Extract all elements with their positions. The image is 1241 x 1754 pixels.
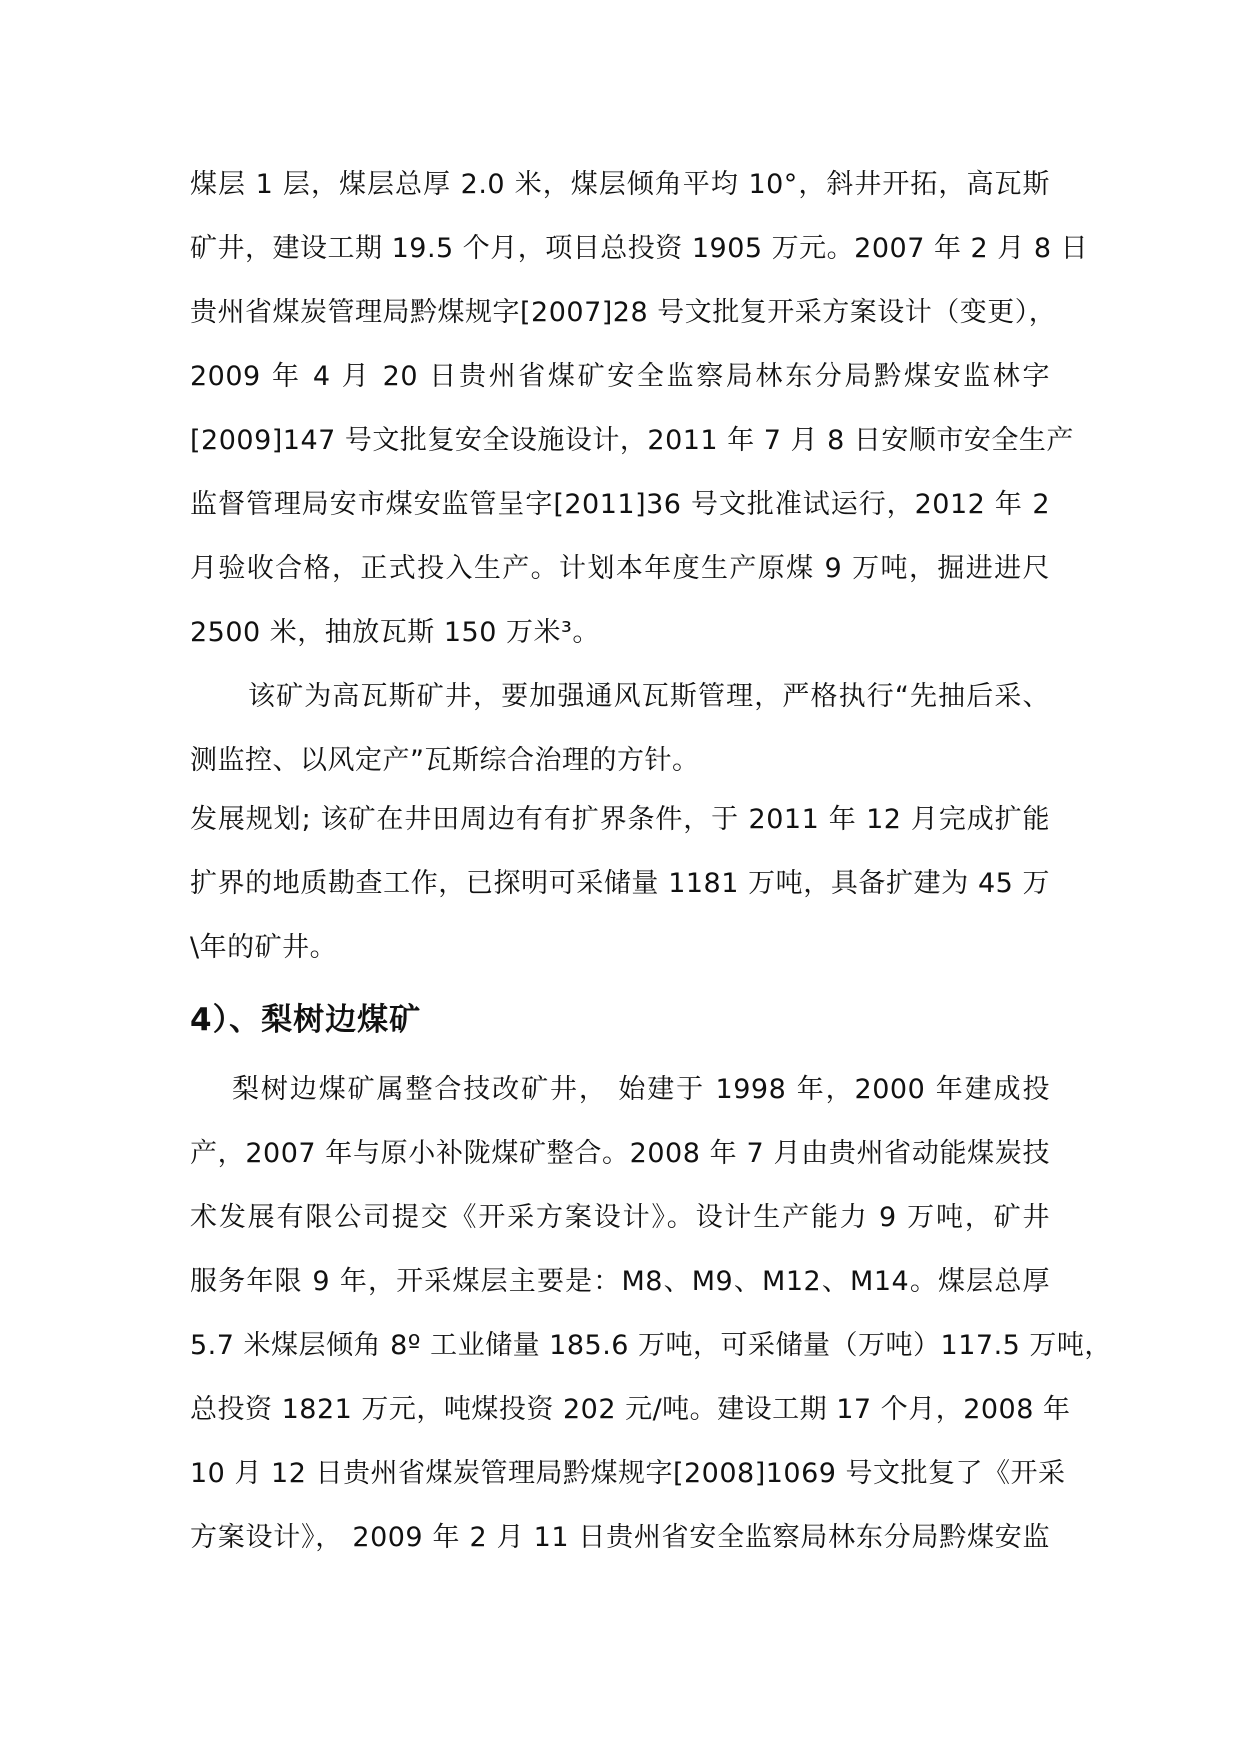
paragraph-3-line-1: 发展规划; 该矿在井田周边有有扩界条件，于 2011 年 12 月完成扩能 — [190, 804, 1050, 835]
paragraph-4-line-3: 术发展有限公司提交《开采方案设计》。设计生产能力 9 万吨，矿井 — [190, 1202, 1050, 1233]
paragraph-3-line-3: \年的矿井。 — [190, 932, 338, 963]
paragraph-4-line-1: 梨树边煤矿属整合技改矿井， 始建于 1998 年，2000 年建成投 — [232, 1074, 1050, 1105]
paragraph-4-line-5: 5.7 米煤层倾角 8º 工业储量 185.6 万吨，可采储量（万吨）117.5 万吨， — [190, 1330, 1112, 1361]
paragraph-2-line-1: 该矿为高瓦斯矿井，要加强通风瓦斯管理，严格执行“先抽后采、 — [248, 681, 1050, 712]
paragraph-1-line-3: 贵州省煤炭管理局黔煤规字[2007]28 号文批复开采方案设计（变更）， — [190, 297, 1057, 328]
paragraph-4-line-8: 方案设计》， 2009 年 2 月 11 日贵州省安全监察局林东分局黔煤安监 — [190, 1522, 1050, 1553]
paragraph-1-line-6: 监督管理局安市煤安监管呈字[2011]36 号文批准试运行，2012 年 2 — [190, 489, 1050, 520]
paragraph-2-line-2: 测监控、以风定产”瓦斯综合治理的方针。 — [190, 745, 700, 776]
paragraph-3-line-2: 扩界的地质勘查工作，已探明可采储量 1181 万吨，具备扩建为 45 万 — [190, 868, 1050, 899]
paragraph-1-line-4: 2009 年 4 月 20 日贵州省煤矿安全监察局林东分局黔煤安监林字 — [190, 361, 1050, 392]
paragraph-1-line-2: 矿井，建设工期 19.5 个月，项目总投资 1905 万元。2007 年 2 月 8 日 — [190, 233, 1089, 264]
paragraph-4-line-7: 10 月 12 日贵州省煤炭管理局黔煤规字[2008]1069 号文批复了《开采 — [190, 1458, 1066, 1489]
paragraph-4-line-4: 服务年限 9 年，开采煤层主要是：M8、M9、M12、M14。煤层总厚 — [190, 1266, 1050, 1297]
paragraph-1-line-1: 煤层 1 层，煤层总厚 2.0 米，煤层倾角平均 10°，斜井开拓，高瓦斯 — [190, 169, 1050, 200]
paragraph-4-line-6: 总投资 1821 万元，吨煤投资 202 元/吨。建设工期 17 个月，2008 年 — [190, 1394, 1071, 1425]
paragraph-1-line-8: 2500 米，抽放瓦斯 150 万米³。 — [190, 617, 600, 648]
paragraph-1-line-5: [2009]147 号文批复安全设施设计，2011 年 7 月 8 日安顺市安全生产 — [190, 425, 1074, 456]
paragraph-1-line-7: 月验收合格，正式投入生产。计划本年度生产原煤 9 万吨，掘进进尺 — [190, 553, 1050, 584]
paragraph-4-line-2: 产，2007 年与原小补陇煤矿整合。2008 年 7 月由贵州省动能煤炭技 — [190, 1138, 1050, 1169]
section-heading: 4）、梨树边煤矿 — [190, 1002, 422, 1038]
